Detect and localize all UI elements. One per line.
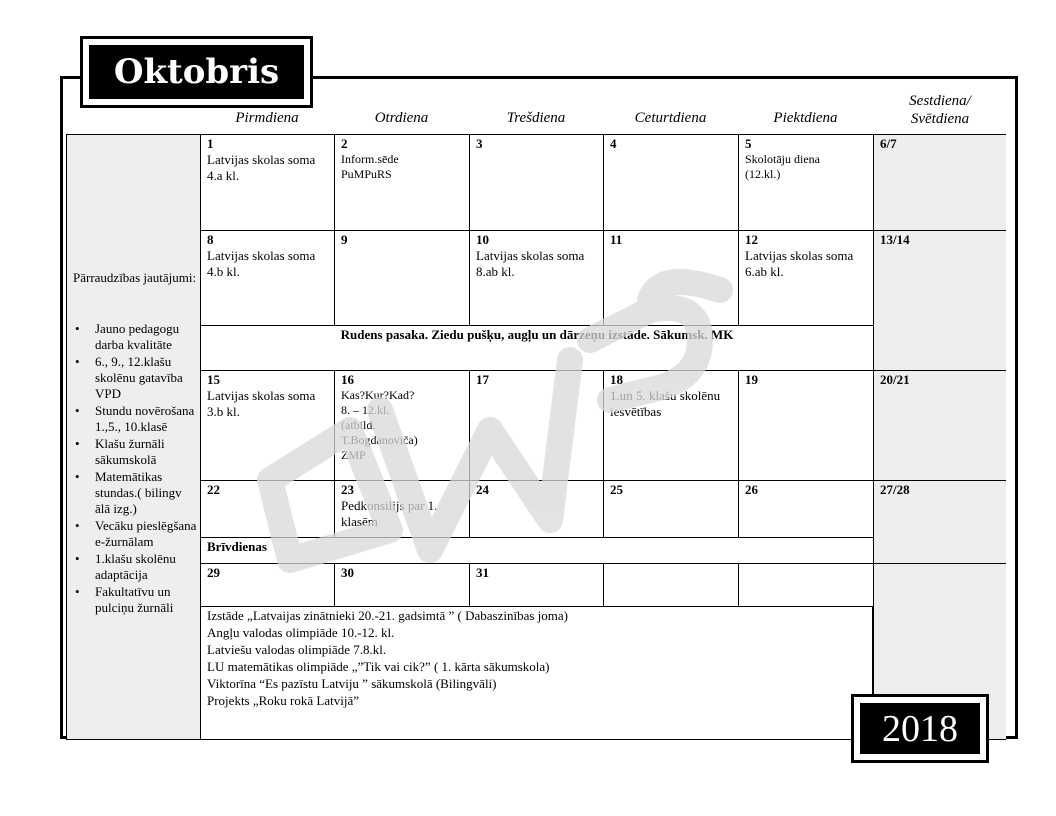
day-number: 31 <box>476 565 489 580</box>
sidebar-item: • Matemātikas stundas.( bilingv ālā izg.) <box>73 469 199 517</box>
day-number: 1 <box>207 136 214 151</box>
note-line: Izstāde „Latvaijas zinātnieki 20.-21. gadsimtā ” ( Dabaszinības joma) <box>207 608 568 623</box>
sidebar-item: • Stundu novērošana 1.,5., 10.klasē <box>73 403 199 435</box>
note-line: Projekts „Roku rokā Latvijā” <box>207 693 359 708</box>
day-number: 15 <box>207 372 220 387</box>
day-cell <box>469 230 604 326</box>
day-number: 17 <box>476 372 489 387</box>
supervision-sidebar <box>66 134 201 740</box>
day-cell <box>738 370 874 481</box>
day-number: 19 <box>745 372 758 387</box>
day-cell <box>200 134 335 231</box>
holidays-band: Brīvdienas <box>200 537 874 564</box>
day-text: Latvijas skolas soma 3.b kl. <box>207 388 316 419</box>
day-cell <box>469 563 604 607</box>
day-cell <box>603 480 739 538</box>
day-number: 25 <box>610 482 623 497</box>
weekend-number: 13/14 <box>880 232 910 247</box>
month-notes <box>200 606 873 740</box>
weekend-cell <box>873 134 1006 231</box>
day-number: 16 <box>341 372 354 387</box>
day-number: 29 <box>207 565 220 580</box>
weekday-thursday: Ceturtdiena <box>634 110 707 126</box>
day-number: 9 <box>341 232 348 247</box>
weekend-number: 27/28 <box>880 482 910 497</box>
day-cell <box>738 563 874 607</box>
year-box <box>851 694 989 763</box>
day-cell <box>738 230 874 326</box>
weekend-cell <box>873 230 1006 371</box>
note-line: LU matemātikas olimpiāde „”Tik vai cik?” ( 1. kārta sākumskola) <box>207 659 550 674</box>
day-number: 26 <box>745 482 758 497</box>
weekend-number: 20/21 <box>880 372 910 387</box>
day-cell <box>603 563 739 607</box>
sidebar-item: • Jauno pedagogu darba kvalitāte <box>73 321 199 353</box>
day-text: Latvijas skolas soma 4.a kl. <box>207 152 316 183</box>
day-number: 12 <box>745 232 758 247</box>
day-cell <box>603 230 739 326</box>
day-cell <box>738 480 874 538</box>
sidebar-item: • Vecāku pieslēgšana e-žurnālam <box>73 518 199 550</box>
day-number: 4 <box>610 136 617 151</box>
month-title-box <box>80 36 313 108</box>
weekday-weekend: Sestdiena/ Svētdiena <box>909 93 971 127</box>
sidebar-item: • 1.klašu skolēnu adaptācija <box>73 551 199 583</box>
weekday-wednesday: Trešdiena <box>506 110 566 126</box>
day-cell <box>738 134 874 231</box>
day-text: Kas?Kur?Kad? 8. – 12.kl. (atbild. T.Bogdanoviča) ZMP <box>341 388 418 462</box>
day-cell <box>200 563 335 607</box>
day-text: 1.un 5. klašu skolēnu iesvētības <box>610 388 721 419</box>
sidebar-item: • Fakultatīvu un pulciņu žurnāli <box>73 584 199 616</box>
sidebar-list <box>73 321 199 617</box>
day-cell <box>200 480 335 538</box>
day-text: Skolotāju diena (12.kl.) <box>745 152 820 181</box>
autumn-event-band: Rudens pasaka. Ziedu pušķu, augļu un dārzeņu izstāde. Sākumsk. MK <box>200 325 874 371</box>
day-text: Pedkonsilijs par 1. klasēm <box>341 498 438 529</box>
day-cell <box>469 370 604 481</box>
day-text: Latvijas skolas soma 6.ab kl. <box>745 248 854 279</box>
day-cell <box>469 134 604 231</box>
sidebar-item: • Klašu žurnāli sākumskolā <box>73 436 199 468</box>
day-number: 30 <box>341 565 354 580</box>
year-label: 2018 <box>860 703 980 754</box>
weekday-monday: Pirmdiena <box>235 110 299 126</box>
day-cell <box>603 134 739 231</box>
day-cell <box>603 370 739 481</box>
day-number: 24 <box>476 482 489 497</box>
day-cell <box>469 480 604 538</box>
day-number: 8 <box>207 232 214 247</box>
day-cell <box>334 230 470 326</box>
note-line: Latviešu valodas olimpiāde 7.8.kl. <box>207 642 387 657</box>
day-number: 5 <box>745 136 752 151</box>
day-cell <box>200 370 335 481</box>
day-number: 3 <box>476 136 483 151</box>
day-text: Inform.sēde PuMPuRS <box>341 152 399 181</box>
day-cell <box>334 370 470 481</box>
day-number: 11 <box>610 232 623 247</box>
note-line: Viktorīna “Es pazīstu Latviju ” sākumskolā (Bilingvāli) <box>207 676 497 691</box>
weekend-cell <box>873 370 1006 481</box>
sidebar-item: • 6., 9., 12.klašu skolēnu gatavība VPD <box>73 354 199 402</box>
day-number: 2 <box>341 136 348 151</box>
day-text: Latvijas skolas soma 8.ab kl. <box>476 248 585 279</box>
weekend-number: 6/7 <box>880 136 897 151</box>
month-title: Oktobris <box>89 45 304 99</box>
day-cell <box>334 480 470 538</box>
day-number: 18 <box>610 372 623 387</box>
weekday-friday: Piektdiena <box>773 110 838 126</box>
weekend-cell <box>873 480 1006 564</box>
sidebar-title: Pārraudzības jautājumi: <box>73 270 197 285</box>
day-number: 22 <box>207 482 220 497</box>
day-number: 23 <box>341 482 354 497</box>
note-line: Angļu valodas olimpiāde 10.-12. kl. <box>207 625 395 640</box>
day-cell <box>334 134 470 231</box>
weekday-tuesday: Otrdiena <box>374 110 429 126</box>
day-cell <box>200 230 335 326</box>
day-cell <box>334 563 470 607</box>
day-number: 10 <box>476 232 489 247</box>
day-text: Latvijas skolas soma 4.b kl. <box>207 248 316 279</box>
